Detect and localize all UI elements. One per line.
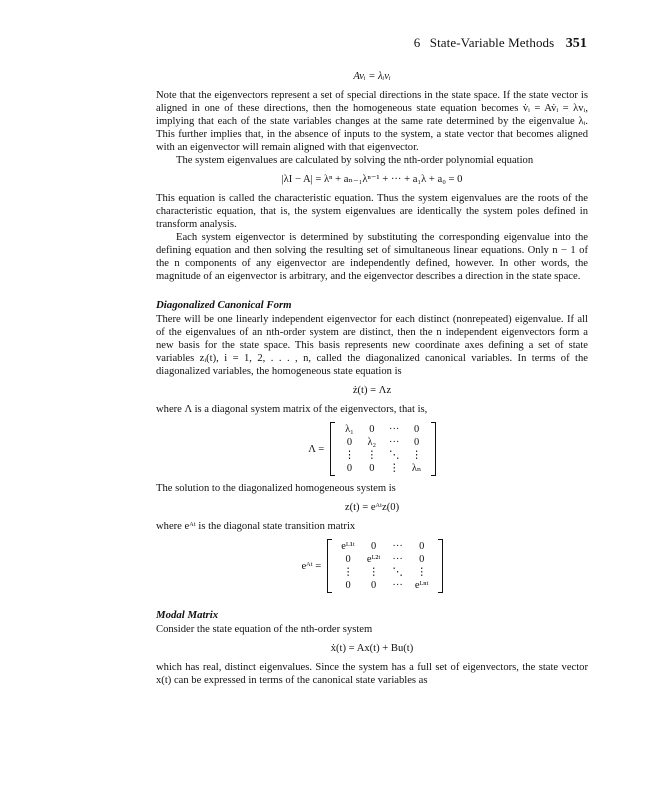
paragraph-transition-matrix: where eᴬᵗ is the diagonal state transition matrix <box>156 521 356 532</box>
section-heading-modal-matrix: Modal Matrix <box>156 609 219 621</box>
matrix-cell: 0 <box>371 580 377 591</box>
matrix-cell: ⋮ <box>342 567 354 578</box>
matrix-cell: ··· <box>389 424 400 435</box>
matrix-cell: ⋮ <box>416 567 427 578</box>
matrix-cell: ⋮ <box>389 463 400 474</box>
matrix-cell: ⋮ <box>411 450 422 461</box>
matrix-cell: 0 <box>346 463 353 474</box>
matrix-cell: λ₂ <box>367 437 377 448</box>
matrix-cell: 0 <box>419 541 425 552</box>
matrix-cell: 0 <box>371 541 377 552</box>
matrix-cell: 0 <box>369 424 375 435</box>
chapter-title: State-Variable Methods <box>429 35 555 50</box>
matrix-cell: ··· <box>392 554 403 565</box>
matrix-lambda-label: Λ = <box>308 443 325 455</box>
matrix-transition <box>327 539 442 593</box>
paragraph-canonical-expression: which has real, distinct eigenvalues. Since the system has a full set of eigenvectors, the state vector x(t) can be expressed in terms of the canonical state variables as <box>156 662 588 686</box>
paragraph-eigenvalue-polynomial: The system eigenvalues are calculated by solving the nth-order polynomial equation <box>176 155 534 166</box>
paragraph-diagonal-matrix: where Λ is a diagonal system matrix of the eigenvectors, that is, <box>156 404 428 415</box>
equation-state: ẋ(t) = Ax(t) + Bu(t) <box>330 643 414 654</box>
matrix-lambda <box>330 422 436 476</box>
matrix-cell: λₙ <box>411 463 422 474</box>
section-heading-diagonalized: Diagonalized Canonical Form <box>156 299 292 311</box>
matrix-cell: ⋮ <box>344 450 355 461</box>
matrix-cell: ⋱ <box>389 450 400 461</box>
matrix-cell: 0 <box>369 463 375 474</box>
equation-diagonal-system: ż(t) = Λz <box>352 385 392 396</box>
matrix-transition-label: eᴬᵗ = <box>301 560 322 572</box>
page-body <box>156 64 588 687</box>
equation-solution: z(t) = eᴬᵗz(0) <box>344 502 400 513</box>
matrix-cell: ⋱ <box>392 567 403 578</box>
matrix-cell: 0 <box>414 424 420 435</box>
matrix-cell: ⋮ <box>368 567 379 578</box>
matrix-cell: 0 <box>414 437 420 448</box>
matrix-cell: λ₁ <box>345 424 354 435</box>
equation-eigen-definition: Avᵢ = λᵢvᵢ <box>353 71 391 82</box>
matrix-cell: ··· <box>392 580 403 591</box>
paragraph-solution-intro: The solution to the diagonalized homogeneous system is <box>156 483 396 494</box>
matrix-cell: eᴸⁿᵗ <box>414 580 429 591</box>
matrix-cell: ⋮ <box>366 450 378 461</box>
matrix-cell: 0 <box>346 437 353 448</box>
page-number: 351 <box>565 36 587 51</box>
matrix-cell: 0 <box>419 554 425 565</box>
matrix-cell: 0 <box>345 580 351 591</box>
matrix-cell: 0 <box>345 554 351 565</box>
paragraph-eigenvector-directions: Note that the eigenvectors represent a set of special directions in the state space. If the state vector is aligned in one of these directions, then the homogeneous state equation becomes v̇ᵢ = Av̇ᵢ = λvᵢ, implying that each of the state variables changes at the same rate determined by the eigenvalue λᵢ. This further implies that, in the absence of inputs to the system, a state vector that becomes aligned with an eigenvector will remain aligned with that eigenvector. <box>156 90 588 153</box>
matrix-cell: eᴸ¹ᵗ <box>341 541 355 552</box>
matrix-lambda-block <box>156 422 588 476</box>
paragraph-characteristic-equation: This equation is called the characteristic equation. Thus the system eigenvalues are the roots of the characteristic equation, that is, the system eigenvalues are identically the system poles defined in transform analysis. <box>156 193 588 230</box>
matrix-cell: ··· <box>392 541 403 552</box>
equation-characteristic: |λI − A| = λⁿ + aₙ₋₁λⁿ⁻¹ + ··· + a₁λ + a₀ = 0 <box>281 174 463 185</box>
paragraph-eigenvector-determination: Each system eigenvector is determined by substituting the corresponding eigenvalue into the defining equation and then solving the resulting set of simultaneous linear equations. Only n − 1 of the n components of any eigenvector are independently defined, however. In other words, the magnitude of an eigenvector is arbitrary, and the eigenvector describes a direction in the state space. <box>156 232 588 282</box>
matrix-transition-block <box>156 539 588 593</box>
chapter-number: 6 <box>413 35 421 50</box>
paragraph-diagonalized-intro: There will be one linearly independent eigenvector for each distinct (nonrepeated) eigenvalue. If all of the eigenvalues of an nth-order system are distinct, then the n independent eigenvectors form a new basis for the state space. This basis represents new coordinate axes defining a set of state variables zᵢ(t), i = 1, 2, . . . , n, called the diagonalized canonical variables. In terms of the diagonalized variables, the homogeneous state equation is <box>156 314 588 377</box>
paragraph-modal-intro: Consider the state equation of the nth-order system <box>156 624 373 635</box>
matrix-cell: ··· <box>389 437 400 448</box>
running-header <box>414 35 587 52</box>
matrix-cell: eᴸ²ᵗ <box>366 554 381 565</box>
